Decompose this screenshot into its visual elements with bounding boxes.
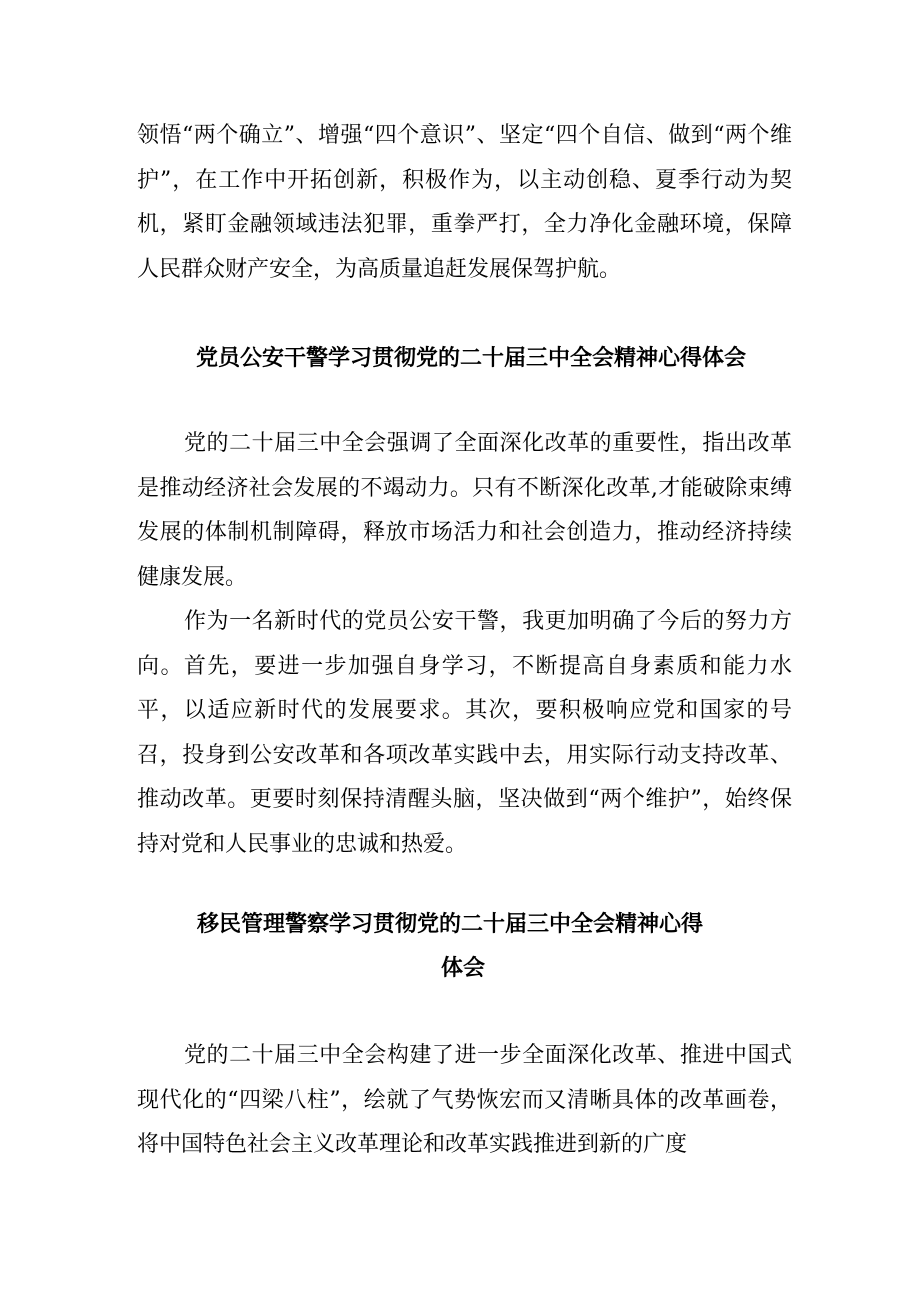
- paragraph-officer-direction: 作为一名新时代的党员公安干警，我更加明确了今后的努力方向。首先，要进一步加强自身学习，不断提高自身素质和能力水平，以适应新时代的发展要求。其次，要积极响应党和国家的号召，投身到公安改革和各项改革实践中去，用实际行动支持改革、推动改革。更要时刻保持清醒头脑，坚决做到“两个维护”，始终保持对党和人民事业的忠诚和热爱。: [137, 609, 792, 857]
- paragraph-four-pillars: 党的二十届三中全会构建了进一步全面深化改革、推进中国式现代化的“四梁八柱”，绘就了气势恢宏而又清晰具体的改革画卷，将中国特色社会主义改革理论和改革实践推进到新的广度: [137, 1043, 792, 1157]
- section-title-immigration-line1: 移民管理警察学习贯彻党的二十届三中全会精神心得: [197, 911, 704, 937]
- paragraph-continuation: 领悟“两个确立”、增强“四个意识”、坚定“四个自信、做到“两个维护”，在工作中开拓创新，积极作为，以主动创稳、夏季行动为契机，紧盯金融领域违法犯罪，重拳严打，全力净化金融环境，保障人民群众财产安全，为高质量追赶发展保驾护航。: [137, 123, 792, 282]
- section-title-public-security: 党员公安干警学习贯彻党的二十届三中全会精神心得体会: [196, 345, 747, 371]
- section-title-immigration-line2: 体会: [441, 955, 486, 981]
- paragraph-reform-importance: 党的二十届三中全会强调了全面深化改革的重要性，指出改革是推动经济社会发展的不竭动力。只有不断深化改革,才能破除束缚发展的体制机制障碍，释放市场活力和社会创造力，推动经济持续健康发展。: [137, 431, 792, 590]
